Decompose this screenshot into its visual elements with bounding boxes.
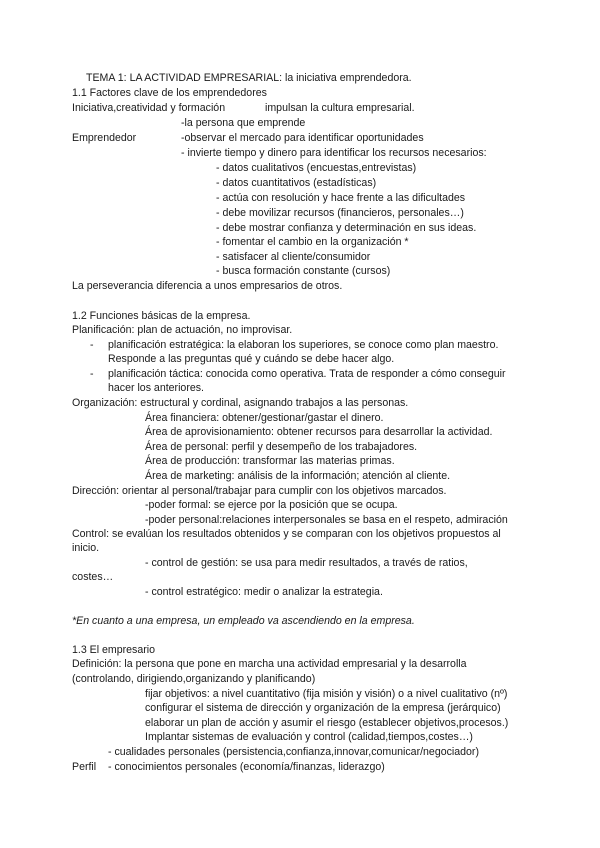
function-item: fijar objetivos: a nivel cuantitativo (fija misión y visión) o a nivel cualitativo (nº) [145, 688, 508, 700]
tactical-planning: planificación táctica: conocida como operativa. Trata de responder a cómo conseguir [108, 368, 506, 380]
factors-line: Iniciativa,creatividad y formación [72, 102, 226, 114]
strategic-planning: planificación estratégica: la elaboran los superiores, se conoce como plan maestro. [108, 339, 499, 351]
entrepreneur-subitem: - busca formación constante (cursos) [216, 265, 391, 277]
entrepreneur-subitem: - debe mostrar confianza y determinación en sus ideas. [216, 222, 477, 234]
personal-qualities: - cualidades personales (persistencia,confianza,innovar,comunicar/negociador) [108, 746, 479, 758]
strategic-control: - control estratégico: medir o analizar la estrategia. [145, 586, 383, 598]
power-item: -poder formal: se ejerce por la posición que se ocupa. [145, 499, 398, 511]
management-control-cont: costes… [72, 571, 114, 583]
factors-line-result: impulsan la cultura empresarial. [265, 102, 415, 114]
area-item: Área de marketing: análisis de la información; atención al cliente. [145, 470, 451, 482]
area-item: Área de aprovisionamiento: obtener recursos para desarrollar la actividad. [145, 426, 493, 438]
power-item: -poder personal:relaciones interpersonales se basa en el respeto, admiración [145, 514, 508, 526]
entrepreneur-label: Emprendedor [72, 132, 137, 144]
bullet-dash: - [90, 368, 94, 380]
area-item: Área financiera: obtener/gestionar/gastar el dinero. [145, 412, 384, 424]
area-item: Área de personal: perfil y desempeño de los trabajadores. [145, 441, 418, 453]
entrepreneur-item: -la persona que emprende [181, 117, 306, 129]
entrepreneur-item: - invierte tiempo y dinero para identificar los recursos necesarios: [181, 147, 487, 159]
entrepreneur-subitem: - satisfacer al cliente/consumidor [216, 251, 371, 263]
entrepreneur-subitem: - actúa con resolución y hace frente a las dificultades [216, 192, 466, 204]
perseverance-line: La perseverancia diferencia a unos empresarios de otros. [72, 280, 343, 292]
organization-line: Organización: estructural y cordinal, asignando trabajos a las personas. [72, 397, 409, 409]
strategic-planning-cont: Responde a las preguntas qué y cuándo se debe hacer algo. [108, 353, 395, 365]
tactical-planning-cont: hacer los anteriores. [108, 382, 204, 394]
management-control: - control de gestión: se usa para medir resultados, a través de ratios, [145, 557, 468, 569]
entrepreneur-subitem: - datos cualitativos (encuestas,entrevistas) [216, 162, 417, 174]
document-title: TEMA 1: LA ACTIVIDAD EMPRESARIAL: la iniciativa emprendedora. [86, 72, 412, 84]
section-1-3-heading: 1.3 El empresario [72, 644, 156, 656]
bullet-dash: - [90, 339, 94, 351]
section-1-1-heading: 1.1 Factores clave de los emprendedores [72, 87, 267, 99]
entrepreneur-subitem: - datos cuantitativos (estadísticas) [216, 177, 377, 189]
entrepreneur-subitem: - fomentar el cambio en la organización * [216, 236, 409, 248]
definition-line: Definición: la persona que pone en marcha una actividad empresarial y la desarrolla [72, 658, 467, 670]
control-line: Control: se evalúan los resultados obtenidos y se comparan con los objetivos propuestos al [72, 528, 501, 540]
function-item: elaborar un plan de acción y asumir el riesgo (establecer objetivos,procesos.) [145, 717, 509, 729]
area-item: Área de producción: transformar las materias primas. [145, 455, 395, 467]
direction-line: Dirección: orientar al personal/trabajar para cumplir con los objetivos marcados. [72, 485, 447, 497]
function-item: configurar el sistema de dirección y organización de la empresa (jerárquico) [145, 702, 501, 714]
control-line-cont: inicio. [72, 542, 100, 554]
profile-label: Perfil [72, 761, 97, 773]
planning-line: Planificación: plan de actuación, no improvisar. [72, 324, 293, 336]
entrepreneur-item: -observar el mercado para identificar oportunidades [181, 132, 424, 144]
function-item: Implantar sistemas de evaluación y control (calidad,tiempos,costes…) [145, 731, 473, 743]
entrepreneur-subitem: - debe movilizar recursos (financieros, personales…) [216, 207, 464, 219]
section-1-2-heading: 1.2 Funciones básicas de la empresa. [72, 310, 251, 322]
definition-line-cont: (controlando, dirigiendo,organizando y planificando) [72, 673, 316, 685]
personal-knowledge: - conocimientos personales (economía/finanzas, liderazgo) [108, 761, 385, 773]
footnote: *En cuanto a una empresa, un empleado va ascendiendo en la empresa. [72, 615, 415, 627]
